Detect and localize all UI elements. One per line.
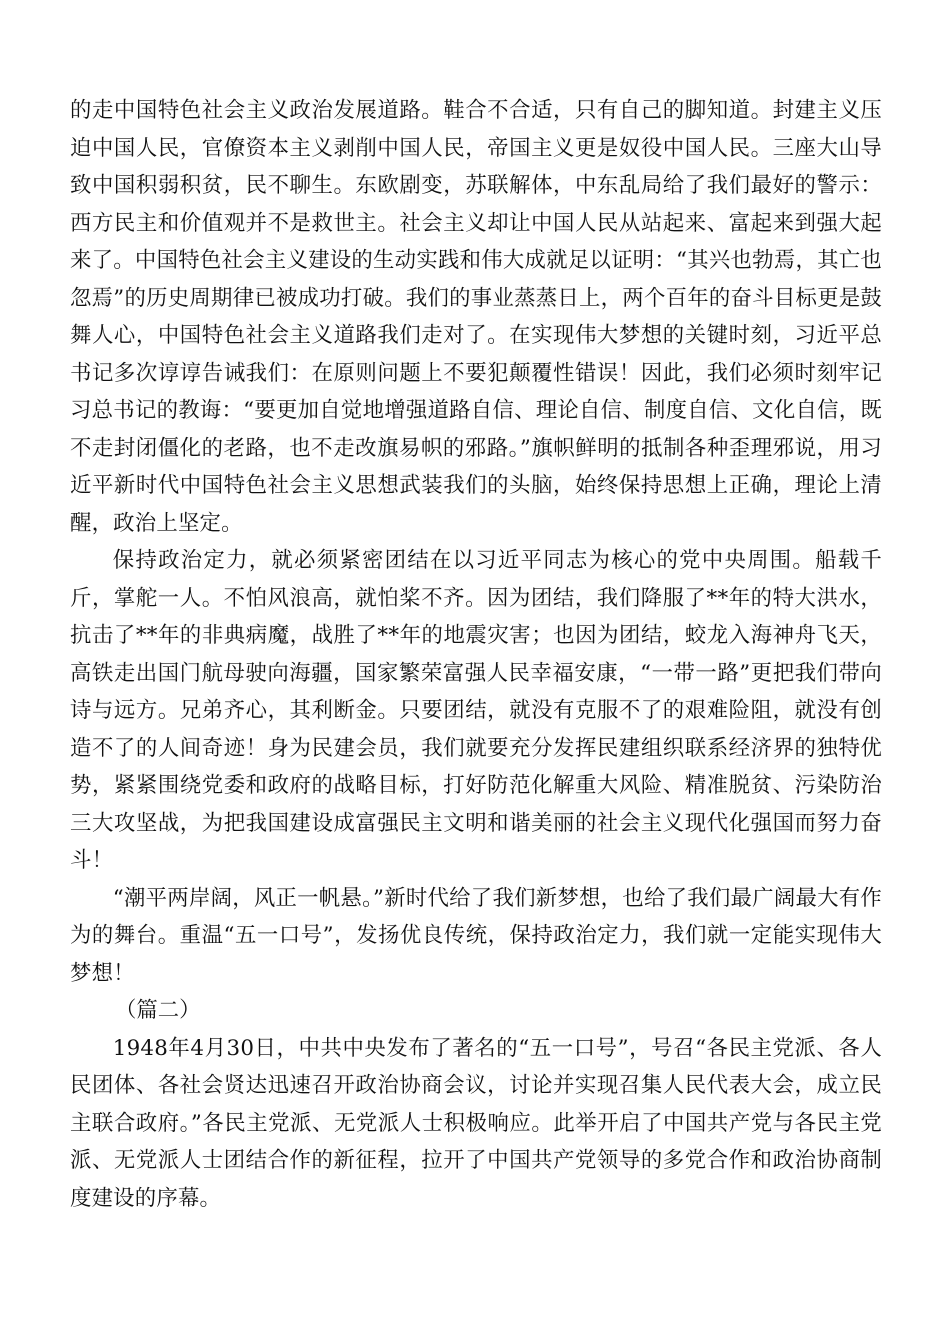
section-title-part-two: （篇二）	[115, 998, 201, 1023]
paragraph-continuation: 的走中国特色社会主义政治发展道路。鞋合不合适，只有自己的脚知道。封建主义压迫中国人民，官僚资本主义剥削中国人民，帝国主义更是奴役中国人民。三座大山导致中国积弱积贫，民不聊生。东欧剧变，苏联解体，中东乱局给了我们最好的警示：西方民主和价值观并不是救世主。社会主义却让中国人民从站起来、富起来到强大起来了。中国特色社会主义建设的生动实践和伟大成就足以证明：“其兴也勃焉，其亡也忽焉”的历史周期律已被成功打破。我们的事业蒸蒸日上，两个百年的奋斗目标更是鼓舞人心，中国特色社会主义道路我们走对了。在实现伟大梦想的关键时刻，习近平总书记多次谆谆告诫我们：在原则问题上不要犯颠覆性错误！因此，我们必须时刻牢记习总书记的教诲：“要更加自觉地增强道路自信、理论自信、制度自信、文化自信，既不走封闭僵化的老路，也不走改旗易帜的邪路。”旗帜鲜明的抵制各种歪理邪说，用习近平新时代中国特色社会主义思想武装我们的头脑，始终保持思想上正确，理论上清醒，政治上坚定。	[70, 98, 882, 536]
document-body	[70, 92, 882, 1217]
paragraph-unity: 保持政治定力，就必须紧密团结在以习近平同志为核心的党中央周围。船载千斤，掌舵一人。不怕风浪高，就怕桨不齐。因为团结，我们降服了**年的特大洪水，抗击了**年的非典病魔，战胜了**年的地震灾害；也因为团结，蛟龙入海神舟飞天，高铁走出国门航母驶向海疆，国家繁荣富强人民幸福安康，“一带一路”更把我们带向诗与远方。兄弟齐心，其利断金。只要团结，就没有克服不了的艰难险阻，就没有创造不了的人间奇迹！身为民建会员，我们就要充分发挥民建组织联系经济界的独特优势，紧紧围绕党委和政府的战略目标，打好防范化解重大风险、精准脱贫、污染防治三大攻坚战，为把我国建设成富强民主文明和谐美丽的社会主义现代化强国而努力奋斗！	[70, 548, 882, 873]
paragraph-conclusion: “潮平两岸阔，风正一帆悬。”新时代给了我们新梦想，也给了我们最广阔最大有作为的舞台。重温“五一口号”，发扬优良传统，保持政治定力，我们就一定能实现伟大梦想！	[70, 885, 882, 986]
paragraph-history: 1948年4月30日，中共中央发布了著名的“五一口号”，号召“各民主党派、各人民团体、各社会贤达迅速召开政治协商会议，讨论并实现召集人民代表大会，成立民主联合政府。”各民主党派、无党派人士积极响应。此举开启了中国共产党与各民主党派、无党派人士团结合作的新征程，拉开了中国共产党领导的多党合作和政治协商制度建设的序幕。	[70, 1035, 882, 1211]
